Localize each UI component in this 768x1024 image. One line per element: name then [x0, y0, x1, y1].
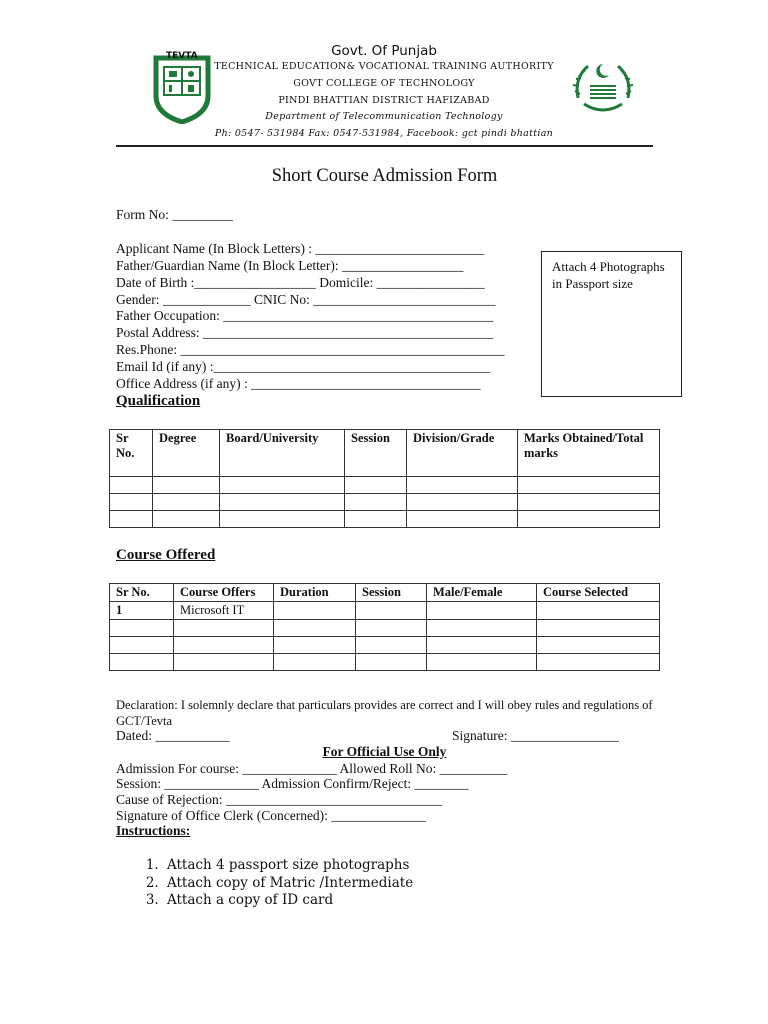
table-cell[interactable] [110, 477, 153, 494]
column-header: Sr No. [110, 430, 153, 477]
admission-course-field[interactable]: Admission For course: ______________ Allowed Roll No: __________ [116, 761, 508, 776]
column-header: Board/University [220, 430, 345, 477]
table-cell[interactable] [274, 620, 356, 637]
table-cell[interactable] [274, 654, 356, 671]
table-header-row [110, 584, 660, 602]
table-cell[interactable] [407, 494, 518, 511]
table-cell[interactable] [174, 620, 274, 637]
column-header: Session [356, 584, 427, 602]
table-cell[interactable] [274, 602, 356, 620]
contact-info: Ph: 0547- 531984 Fax: 0547-531984, Facebook: gct pindi bhattian [214, 128, 554, 139]
column-header: Sr No. [110, 584, 174, 602]
table-cell[interactable] [110, 637, 174, 654]
qualification-heading: Qualification [116, 393, 201, 409]
table-cell[interactable] [153, 494, 220, 511]
table-cell[interactable] [110, 654, 174, 671]
table-cell[interactable] [345, 477, 407, 494]
list-item: 3. Attach a copy of ID card [163, 892, 413, 910]
form-number-field[interactable]: Form No: _________ [116, 207, 234, 222]
district-name: PINDI BHATTIAN DISTRICT HAFIZABAD [278, 95, 490, 106]
table-cell[interactable] [174, 637, 274, 654]
postal-address-field[interactable]: Postal Address: ___________________________________________ [116, 325, 494, 340]
column-header: Male/Female [427, 584, 537, 602]
column-header: Session [345, 430, 407, 477]
session-confirm-field[interactable]: Session: ______________ Admission Confirm/Reject: ________ [116, 776, 469, 791]
authority-name: TECHNICAL EDUCATION& VOCATIONAL TRAINING AUTHORITY [214, 61, 554, 72]
form-title: Short Course Admission Form [271, 166, 498, 186]
table-cell[interactable] [518, 511, 660, 528]
column-header: Degree [153, 430, 220, 477]
table-cell[interactable] [427, 620, 537, 637]
father-occupation-field[interactable]: Father Occupation: ________________________________________ [116, 308, 494, 323]
table-row [110, 494, 660, 511]
table-row [110, 477, 660, 494]
table-cell[interactable] [110, 620, 174, 637]
qualification-table [109, 429, 660, 528]
table-cell[interactable] [518, 494, 660, 511]
table-row [110, 620, 660, 637]
table-row [110, 637, 660, 654]
table-cell[interactable] [356, 654, 427, 671]
table-cell[interactable] [518, 477, 660, 494]
column-header: Course Offers [174, 584, 274, 602]
list-item: 1. Attach 4 passport size photographs [163, 857, 413, 875]
table-cell[interactable] [356, 637, 427, 654]
instructions-list [116, 857, 413, 910]
table-cell[interactable] [407, 477, 518, 494]
table-cell[interactable] [274, 637, 356, 654]
instructions-heading: Instructions: [116, 823, 191, 838]
table-cell[interactable] [153, 511, 220, 528]
course-offered-heading: Course Offered [116, 547, 216, 563]
header-divider [116, 145, 653, 147]
clerk-signature-field[interactable]: Signature of Office Clerk (Concerned): ______________ [116, 808, 426, 823]
table-cell[interactable] [407, 511, 518, 528]
table-cell[interactable] [110, 511, 153, 528]
applicant-name-field[interactable]: Applicant Name (In Block Letters) : _________________________ [116, 241, 485, 256]
course-table [109, 583, 660, 671]
tevta-logo-text: TEVTA [166, 51, 198, 61]
table-cell[interactable] [427, 654, 537, 671]
official-use-heading: For Official Use Only [322, 744, 447, 759]
column-header: Duration [274, 584, 356, 602]
gender-cnic-field[interactable]: Gender: _____________ CNIC No: ___________________________ [116, 292, 496, 307]
department-name: Department of Telecommunication Technology [265, 111, 503, 122]
table-cell[interactable] [153, 477, 220, 494]
email-field[interactable]: Email Id (if any) :_________________________________________ [116, 359, 491, 374]
declaration-text: Declaration: I solemnly declare that particulars provides are correct and I will obey rules and regulations of GCT/Tevta [116, 698, 653, 728]
table-row [110, 654, 660, 671]
table-cell[interactable] [220, 511, 345, 528]
office-address-field[interactable]: Office Address (if any) : __________________________________ [116, 376, 481, 391]
res-phone-field[interactable]: Res.Phone: ________________________________________________ [116, 342, 505, 357]
table-cell[interactable] [220, 494, 345, 511]
rejection-cause-field[interactable]: Cause of Rejection: ________________________________ [116, 792, 442, 807]
column-header: Division/Grade [407, 430, 518, 477]
table-cell[interactable] [174, 654, 274, 671]
table-cell[interactable] [356, 602, 427, 620]
column-header: Marks Obtained/Total marks [518, 430, 660, 477]
table-cell[interactable] [537, 654, 660, 671]
table-cell[interactable] [345, 494, 407, 511]
govt-title: Govt. Of Punjab [331, 43, 437, 59]
table-row [110, 511, 660, 528]
dob-domicile-field[interactable]: Date of Birth :__________________ Domicile: ________________ [116, 275, 485, 290]
table-cell[interactable] [356, 620, 427, 637]
photo-attachment-box: Attach 4 Photographs in Passport size [541, 251, 682, 397]
table-cell[interactable] [427, 637, 537, 654]
table-cell[interactable] [345, 511, 407, 528]
table-cell[interactable] [537, 620, 660, 637]
table-cell[interactable] [537, 637, 660, 654]
table-cell: Microsoft IT [174, 602, 274, 620]
list-item: 2. Attach copy of Matric /Intermediate [163, 875, 413, 893]
column-header: Course Selected [537, 584, 660, 602]
table-cell[interactable] [110, 494, 153, 511]
table-cell: 1 [110, 602, 174, 620]
father-name-field[interactable]: Father/Guardian Name (In Block Letter): __________________ [116, 258, 464, 273]
signature-field[interactable]: Signature: ________________ [452, 728, 619, 743]
table-cell[interactable] [537, 602, 660, 620]
table-header-row [110, 430, 660, 477]
table-row [110, 602, 660, 620]
college-name: GOVT COLLEGE OF TECHNOLOGY [293, 78, 475, 89]
dated-field[interactable]: Dated: ___________ [116, 728, 230, 743]
table-cell[interactable] [427, 602, 537, 620]
table-cell[interactable] [220, 477, 345, 494]
